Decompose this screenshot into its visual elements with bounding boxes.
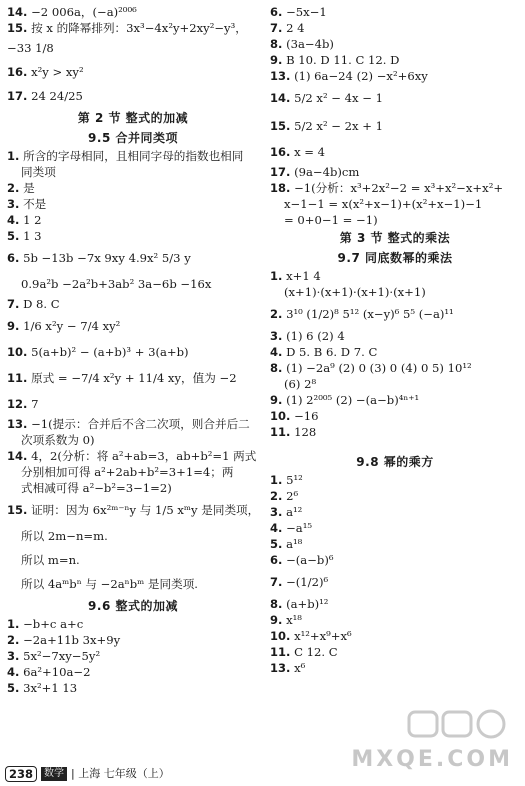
answer-text: 所以 4aᵐbⁿ 与 −2aⁿbᵐ 是同类项. [21, 577, 198, 591]
answer-line [7, 84, 259, 108]
section-heading: 9.8 幂的乘方 [356, 455, 434, 469]
answer-text: 原式 = −7/4 x²y + 11/4 xy，值为 −2 [31, 371, 237, 385]
answer-line [7, 148, 259, 164]
question-number: 1. [270, 473, 283, 487]
left-column [7, 4, 259, 696]
answer-line [270, 424, 520, 440]
answer-line [270, 344, 520, 360]
answer-line [270, 212, 520, 228]
question-number: 4. [270, 345, 283, 359]
answer-line [270, 360, 520, 376]
question-number: 9. [270, 53, 283, 67]
answer-text: (9a−4b)cm [294, 165, 360, 179]
answer-line [270, 268, 520, 284]
answer-line [270, 140, 520, 164]
question-number: 10. [270, 409, 291, 423]
right-column [270, 4, 520, 676]
question-number: 5. [270, 537, 283, 551]
answer-text: 5x²−7xy−5y² [23, 649, 101, 663]
answer-line [7, 416, 259, 432]
answer-line [270, 196, 520, 212]
answer-text: 式相减可得 a²−b²=3−1=2) [21, 481, 172, 495]
answer-line [7, 664, 259, 680]
answer-line [270, 84, 520, 112]
answer-text: D 5. B 6. D 7. C [286, 345, 378, 359]
answer-line [7, 244, 259, 272]
answer-line [7, 212, 259, 228]
question-number: 15. [7, 503, 28, 517]
subject-badge: 数学 [41, 767, 67, 781]
answer-line [270, 164, 520, 180]
question-number: 14. [7, 5, 28, 19]
answer-text: 按 x 的降幂排列：3x³−4x²y+2xy²−y³， [31, 21, 247, 35]
question-number: 13. [270, 661, 291, 675]
answer-text: 0.9a²b −2a²b+3ab² 3a−6b −16x [21, 277, 212, 291]
question-number: 3. [7, 649, 20, 663]
answer-line [270, 536, 520, 552]
answer-line [7, 648, 259, 664]
answer-line [270, 284, 520, 300]
answer-line [270, 20, 520, 36]
answer-line [270, 376, 520, 392]
answer-line [7, 572, 259, 596]
answer-text: 4，2(分析：将 a²+ab=3，ab+b²=1 两式 [31, 449, 257, 463]
answer-line [7, 392, 259, 416]
answer-line [270, 596, 520, 612]
section-heading: 9.7 同底数幂的乘法 [337, 251, 453, 265]
answer-line [270, 612, 520, 628]
question-number: 13. [7, 417, 28, 431]
answer-text: x−1−1 = x(x²+x−1)+(x²+x−1)−1 [284, 197, 483, 211]
question-number: 14. [7, 449, 28, 463]
question-number: 1. [7, 617, 20, 631]
answer-text: 2⁶ [286, 489, 299, 503]
answer-text: x¹²+x⁹+x⁶ [294, 629, 352, 643]
answer-line [270, 36, 520, 52]
answer-line [7, 464, 259, 480]
edition-label: | 上海 七年级（上） [71, 767, 170, 780]
question-number: 9. [270, 393, 283, 407]
answer-text: (6) 2⁸ [284, 377, 317, 391]
answer-line [270, 4, 520, 20]
answer-text: x²y > xy² [31, 65, 84, 79]
answer-text: (1) 6 (2) 4 [286, 329, 345, 343]
answer-text: 次项系数为 0) [21, 433, 95, 447]
question-number: 6. [270, 5, 283, 19]
answer-line [7, 296, 259, 312]
answer-text: 1/6 x²y − 7/4 xy² [23, 319, 121, 333]
question-number: 6. [7, 251, 20, 265]
answer-text: 3¹⁰ (1/2)⁸ 5¹² (x−y)⁶ 5⁵ (−a)¹¹ [286, 307, 454, 321]
question-number: 11. [270, 645, 291, 659]
answer-line [270, 504, 520, 520]
question-number: 8. [270, 37, 283, 51]
answer-text: 证明：因为 6x²ᵐ⁻ⁿy 与 1/5 xᵐy 是同类项， [31, 503, 260, 517]
answer-text: −16 [294, 409, 319, 423]
question-number: 8. [270, 597, 283, 611]
answer-text: 2 4 [286, 21, 305, 35]
answer-text: 分别相加可得 a²+2ab+b²=3+1=4；两 [21, 465, 234, 479]
question-number: 4. [7, 213, 20, 227]
answer-line [270, 180, 520, 196]
answer-text: 所以 m=n. [21, 553, 80, 567]
answer-line [270, 660, 520, 676]
question-number: 2. [270, 489, 283, 503]
answer-text: x¹⁸ [286, 613, 302, 627]
answer-line [7, 364, 259, 392]
answer-text: (3a−4b) [286, 37, 334, 51]
answer-line [270, 300, 520, 328]
question-number: 4. [270, 521, 283, 535]
answer-line [7, 228, 259, 244]
answer-text: 1 3 [23, 229, 42, 243]
section-heading: 9.5 合并同类项 [88, 131, 178, 145]
question-number: 2. [7, 633, 20, 647]
question-number: 10. [270, 629, 291, 643]
answer-text: −1(分析：x³+2x²−2 = x³+x²−x+x²+ [294, 181, 504, 195]
page-number: 238 [5, 766, 37, 782]
answer-line [7, 632, 259, 648]
answer-text: 3x²+1 13 [23, 681, 78, 695]
answer-text: 5/2 x² − 4x − 1 [294, 91, 384, 105]
answer-line [7, 312, 259, 340]
watermark-text: MXQE.COM [351, 747, 513, 772]
answer-line [270, 68, 520, 84]
answer-text: a¹⁸ [286, 537, 303, 551]
answer-text: (x+1)·(x+1)·(x+1)·(x+1) [284, 285, 426, 299]
watermark-logo-icon [317, 708, 517, 772]
question-number: 2. [270, 307, 283, 321]
answer-line [7, 448, 259, 464]
answer-line [7, 20, 259, 36]
question-number: 8. [270, 361, 283, 375]
question-number: 6. [270, 553, 283, 567]
answer-text: −2a+11b 3x+9y [23, 633, 121, 647]
answer-line [7, 4, 259, 20]
answer-text: = 0+0−1 = −1) [284, 213, 378, 227]
answer-text: −(a−b)⁶ [286, 553, 334, 567]
question-number: 5. [7, 681, 20, 695]
answer-line [7, 480, 259, 496]
answer-line [270, 112, 520, 140]
answer-text: C 12. C [294, 645, 338, 659]
answer-text: x⁶ [294, 661, 306, 675]
answer-line [7, 36, 259, 60]
question-number: 11. [270, 425, 291, 439]
answer-line [7, 524, 259, 548]
question-number: 7. [270, 575, 283, 589]
question-number: 9. [7, 319, 20, 333]
answer-text: D 8. C [23, 297, 60, 311]
answer-text: −1(提示：合并后不含二次项，则合并后二 [31, 417, 250, 431]
question-number: 1. [270, 269, 283, 283]
answer-line [270, 472, 520, 488]
answer-line [7, 180, 259, 196]
answer-line [7, 60, 259, 84]
question-number: 17. [7, 89, 28, 103]
answer-text: a¹² [286, 505, 303, 519]
answer-text: −5x−1 [286, 5, 327, 19]
section-heading: 第 2 节 整式的加减 [77, 111, 189, 125]
question-number: 11. [7, 371, 28, 385]
answer-text: (1) 2²⁰⁰⁵ (2) −(a−b)⁴ⁿ⁺¹ [286, 393, 420, 407]
question-number: 3. [270, 329, 283, 343]
answer-text: −2 006a，(−a)²⁰⁰⁶ [31, 5, 137, 19]
answer-text: 是 [23, 181, 35, 195]
answer-line [7, 340, 259, 364]
answer-line [7, 548, 259, 572]
question-number: 7. [270, 21, 283, 35]
question-number: 16. [270, 145, 291, 159]
answer-text: 5(a+b)² − (a+b)³ + 3(a+b) [31, 345, 189, 359]
answer-text: −b+c a+c [23, 617, 84, 631]
question-number: 14. [270, 91, 291, 105]
answer-text: x+1 4 [286, 269, 321, 283]
answer-text: 1 2 [23, 213, 42, 227]
answer-line [7, 196, 259, 212]
answer-line [270, 488, 520, 504]
question-number: 1. [7, 149, 20, 163]
answer-text: B 10. D 11. C 12. D [286, 53, 400, 67]
question-number: 13. [270, 69, 291, 83]
answer-line [270, 628, 520, 644]
question-number: 4. [7, 665, 20, 679]
answer-line [270, 392, 520, 408]
question-number: 15. [270, 119, 291, 133]
answer-line [7, 164, 259, 180]
answer-line [270, 520, 520, 536]
question-number: 18. [270, 181, 291, 195]
question-number: 2. [7, 181, 20, 195]
answer-text: 5b −13b −7x 9xy 4.9x² 5/3 y [23, 251, 191, 265]
question-number: 15. [7, 21, 28, 35]
answer-line [270, 52, 520, 68]
question-number: 3. [270, 505, 283, 519]
answer-line [7, 616, 259, 632]
answer-text: 128 [294, 425, 317, 439]
answer-line [7, 432, 259, 448]
answer-text: 所以 2m−n=m. [21, 529, 108, 543]
question-number: 5. [7, 229, 20, 243]
answer-line [270, 552, 520, 568]
question-number: 12. [7, 397, 28, 411]
answer-line [270, 408, 520, 424]
answer-line [270, 328, 520, 344]
section-heading: 第 3 节 整式的乘法 [339, 231, 451, 245]
answer-text: 24 24/25 [31, 89, 83, 103]
answer-line [7, 496, 259, 524]
answer-text: −(1/2)⁶ [286, 575, 329, 589]
answer-text: (1) 6a−24 (2) −x²+6xy [294, 69, 428, 83]
question-number: 10. [7, 345, 28, 359]
answer-text: −33 1/8 [7, 41, 54, 55]
answer-text: 6a²+10a−2 [23, 665, 91, 679]
answer-text: 5¹² [286, 473, 303, 487]
answer-line [7, 680, 259, 696]
answer-text: 所含的字母相同，且相同字母的指数也相同 [23, 149, 244, 163]
question-number: 3. [7, 197, 20, 211]
answer-text: 5/2 x² − 2x + 1 [294, 119, 384, 133]
answer-text: x = 4 [294, 145, 326, 159]
answer-line [270, 568, 520, 596]
answer-text: (1) −2a⁹ (2) 0 (3) 0 (4) 0 5) 10¹² [286, 361, 472, 375]
answer-text: (a+b)¹² [286, 597, 329, 611]
answer-line [7, 272, 259, 296]
answer-line [270, 644, 520, 660]
answer-text: 7 [31, 397, 39, 411]
page-footer [5, 766, 170, 782]
answer-text: 不是 [23, 197, 47, 211]
question-number: 9. [270, 613, 283, 627]
question-number: 7. [7, 297, 20, 311]
watermark [317, 708, 517, 772]
answer-text: 同类项 [21, 165, 56, 179]
answer-text: −a¹⁵ [286, 521, 312, 535]
question-number: 16. [7, 65, 28, 79]
section-heading: 9.6 整式的加减 [88, 599, 178, 613]
question-number: 17. [270, 165, 291, 179]
